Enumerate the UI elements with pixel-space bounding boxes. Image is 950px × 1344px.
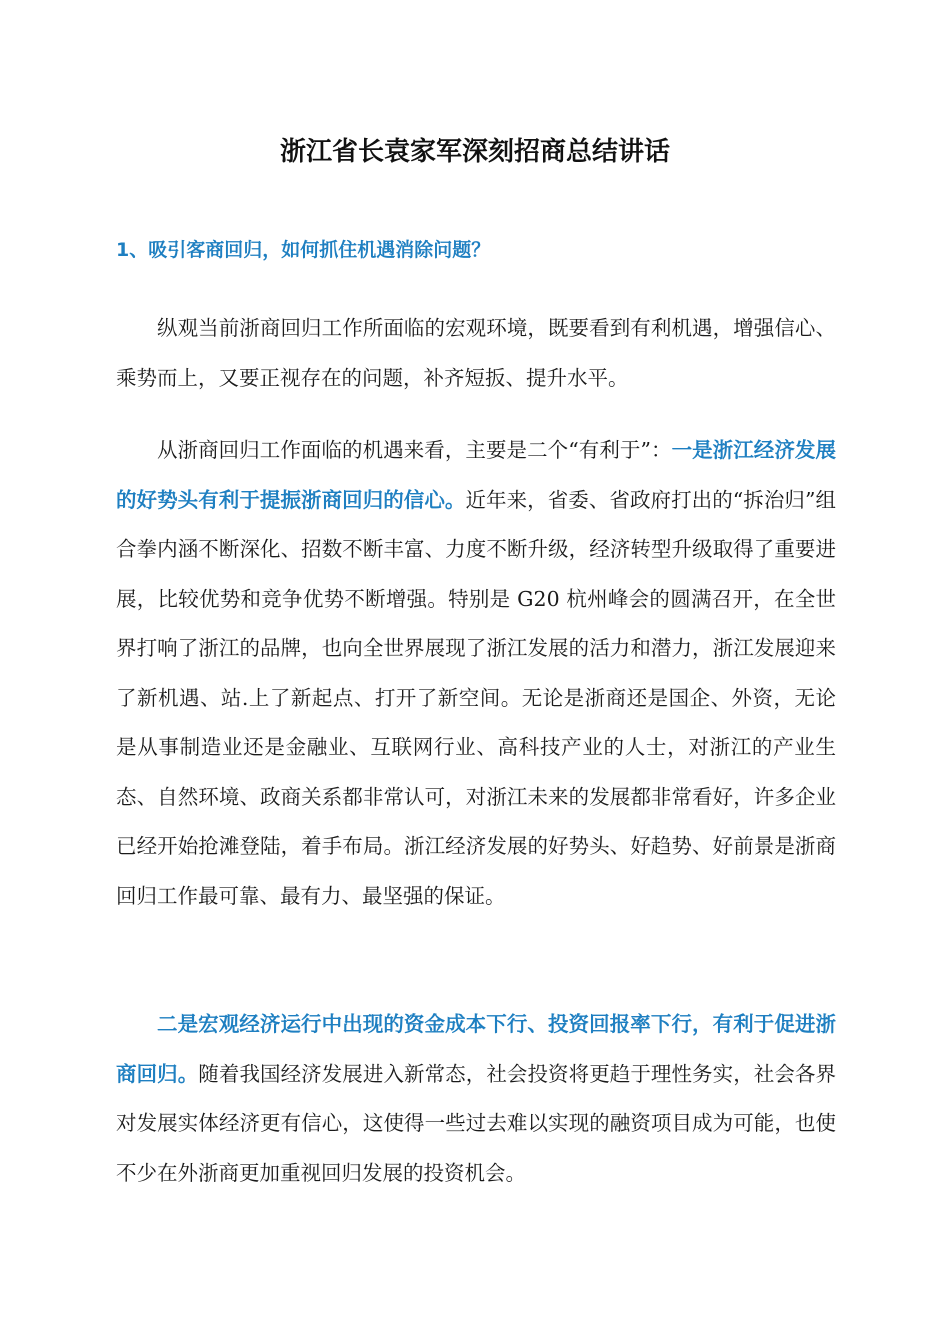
paragraph-2-text: 近年来，省委、省政府打出的“拆治归”组合拳内涵不断深化、招数不断丰富、力度不断升级，经济转型升级取得了重要进展，比较优势和竞争优势不断增强。特别是 G20 杭州峰会的圆满召开，在全世界打响了浙江的品牌，也向全世界展现了浙江发展的活力和潜力，浙江发展迎来了新机遇、站.上了新起点、打开了新空间。无论是浙商还是国企、外资，无论是从事制造业还是金融业、互联网行业、高科技产业的人士，对浙江的产业生态、自然环境、政商关系都非常认可，对浙江未来的发展都非常看好，许多企业已经开始抢滩登陆，着手布局。浙江经济发展的好势头、好趋势、好前景是浙商回归工作最可靠、最有力、最坚强的保证。	[116, 487, 837, 908]
paragraph-3	[116, 1000, 836, 1198]
paragraph-1	[116, 304, 836, 403]
paragraph-1-text: 纵观当前浙商回归工作所面临的宏观环境，既要看到有利机遇，增强信心、乘势而上，又要正视存在的问题，补齐短扳、提升水平。	[116, 316, 836, 390]
paragraph-2	[116, 426, 836, 921]
paragraph-2-highlight: 一是浙江经济发展的好势头有利于提振浙商回归的信心。	[116, 438, 836, 512]
paragraph-2-lead: 从浙商回归工作面临的机遇来看，主要是二个“有利于”：	[157, 438, 672, 462]
paragraph-3-highlight: 二是宏观经济运行中出现的资金成本下行、投资回报率下行，有利于促进浙商回归。	[116, 1012, 836, 1086]
section-heading: 1、吸引客商回归，如何抓住机遇消除问题？	[116, 239, 491, 261]
document-title: 浙江省长袁家军深刻招商总结讲话	[279, 137, 670, 167]
paragraph-3-text: 随着我国经济发展进入新常态，社会投资将更趋于理性务实，社会各界对发展实体经济更有信心，这使得一些过去难以实现的融资项目成为可能，也使不少在外浙商更加重视回归发展的投资机会。	[116, 1061, 837, 1185]
